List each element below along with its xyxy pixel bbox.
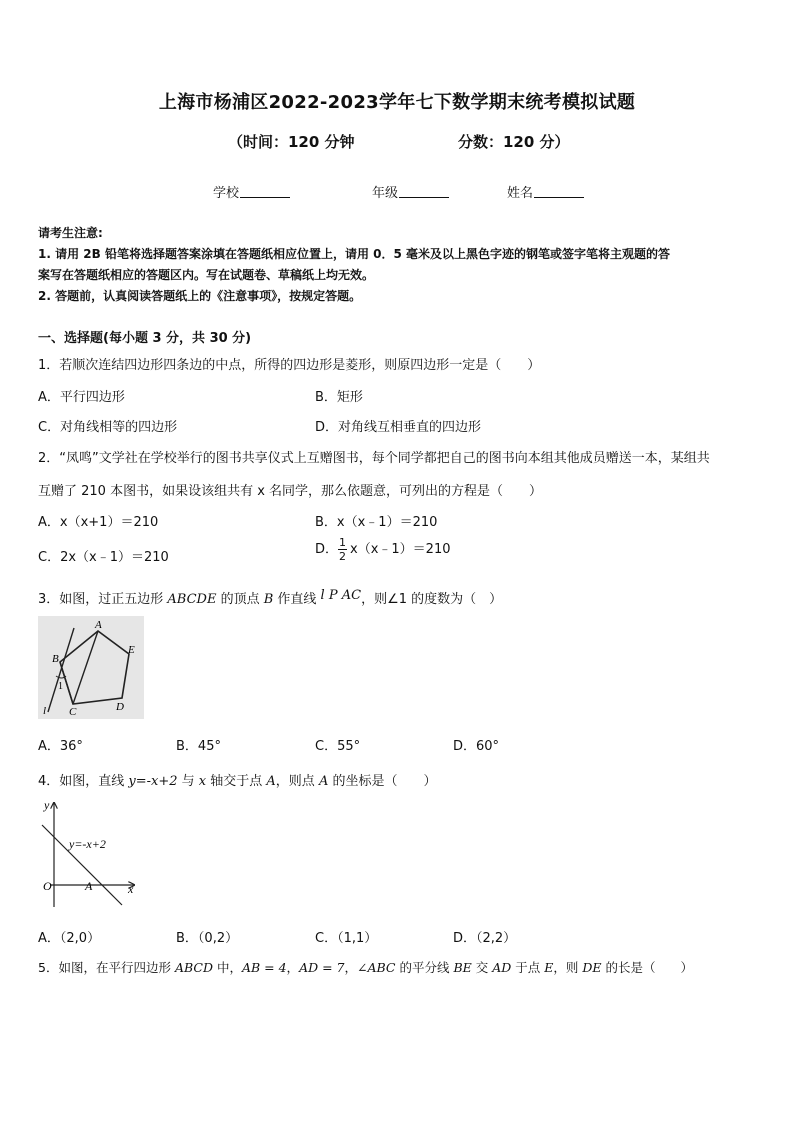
- q3-stem: 3．如图，过正五边形 ABCDE 的顶点 B 作直线 l P AC，则∠1 的度数为（ ）: [38, 588, 503, 607]
- q1-option-a: A．平行四边形: [38, 390, 125, 405]
- line-graph-diagram: [38, 795, 140, 910]
- label-c: C: [69, 706, 77, 718]
- q4-option-d: D．（2,2）: [453, 931, 517, 946]
- pentagon-diagram: [38, 616, 144, 719]
- grade-field: 年级: [372, 182, 449, 201]
- q1-option-c: C．对角线相等的四边形: [38, 420, 178, 435]
- q2-option-b: B．x（x﹣1）＝210: [315, 515, 438, 530]
- q2-stem-b: 互赠了 210 本图书，如果设该组共有 x 名同学，那么依题意，可列出的方程是（ ）: [38, 484, 543, 499]
- label-point-a: A: [85, 879, 93, 893]
- q4-figure: [38, 795, 140, 910]
- q2-option-c: C．2x（x﹣1）＝210: [38, 550, 169, 565]
- q2-option-a: A．x（x+1）＝210: [38, 515, 159, 530]
- q2-stem-a: 2．“凤鸣”文学社在学校举行的图书共享仪式上互赠图书，每个同学都把自己的图书向本组其他成员赠送一本，某组共: [38, 451, 710, 466]
- label-y-axis: y: [44, 798, 50, 812]
- q3-option-c: C．55°: [315, 739, 361, 754]
- label-x-axis: x: [128, 882, 134, 896]
- page-title: 上海市杨浦区2022-2023学年七下数学期末统考模拟试题: [158, 92, 636, 113]
- q4-option-b: B．（0,2）: [176, 931, 239, 946]
- label-d: D: [116, 701, 124, 713]
- time-label: （时间：120 分钟: [228, 133, 355, 151]
- notice-line-1b: 案写在答题纸相应的答题区内。写在试题卷、草稿纸上均无效。: [38, 268, 375, 282]
- q3-option-b: B．45°: [176, 739, 221, 754]
- q4-stem: 4．如图，直线 y=-x+2 与 x 轴交于点 A，则点 A 的坐标是（ ）: [38, 774, 437, 789]
- label-equation: y=-x+2: [69, 837, 106, 851]
- notice-line-2: 2. 答题前，认真阅读答题纸上的《注意事项》，按规定答题。: [38, 289, 362, 303]
- label-e: E: [128, 644, 135, 656]
- q1-option-d: D．对角线互相垂直的四边形: [315, 420, 482, 435]
- label-line-l: l: [43, 705, 47, 717]
- q3-figure: [38, 616, 144, 719]
- notice-heading: 请考生注意:: [38, 226, 103, 240]
- section-heading: 一、选择题(每小题 3 分，共 30 分): [38, 331, 252, 346]
- label-origin: O: [43, 879, 52, 893]
- notice-line-1a: 1. 请用 2B 铅笔将选择题答案涂填在答题纸相应位置上，请用 0．5 毫米及以上黑色字迹的钢笔或签字笔将主观题的答: [38, 247, 670, 261]
- q1-stem: 1．若顺次连结四边形四条边的中点，所得的四边形是菱形，则原四边形一定是（ ）: [38, 358, 541, 373]
- fraction-half: $\frac{1}{2}$: [339, 536, 347, 563]
- q5-stem: 5．如图，在平行四边形 ABCD 中，AB = 4，AD = 7，∠ABC 的平分线 BE 交 AD 于点 E，则 DE 的长是（ ）: [38, 960, 693, 975]
- q3-option-d: D．60°: [453, 739, 500, 754]
- q2-option-d: D． $\frac{1}{2}$ x（x﹣1）＝210: [315, 536, 451, 563]
- label-a: A: [95, 619, 102, 631]
- q4-option-a: A．（2,0）: [38, 931, 101, 946]
- q4-option-c: C．（1,1）: [315, 931, 378, 946]
- label-b: B: [52, 653, 59, 665]
- score-label: 分数：120 分）: [458, 133, 570, 151]
- q1-option-b: B．矩形: [315, 390, 363, 405]
- name-field: 姓名: [507, 182, 584, 201]
- q3-option-a: A．36°: [38, 739, 83, 754]
- label-angle-1: 1: [58, 681, 63, 692]
- school-field: 学校: [213, 182, 290, 201]
